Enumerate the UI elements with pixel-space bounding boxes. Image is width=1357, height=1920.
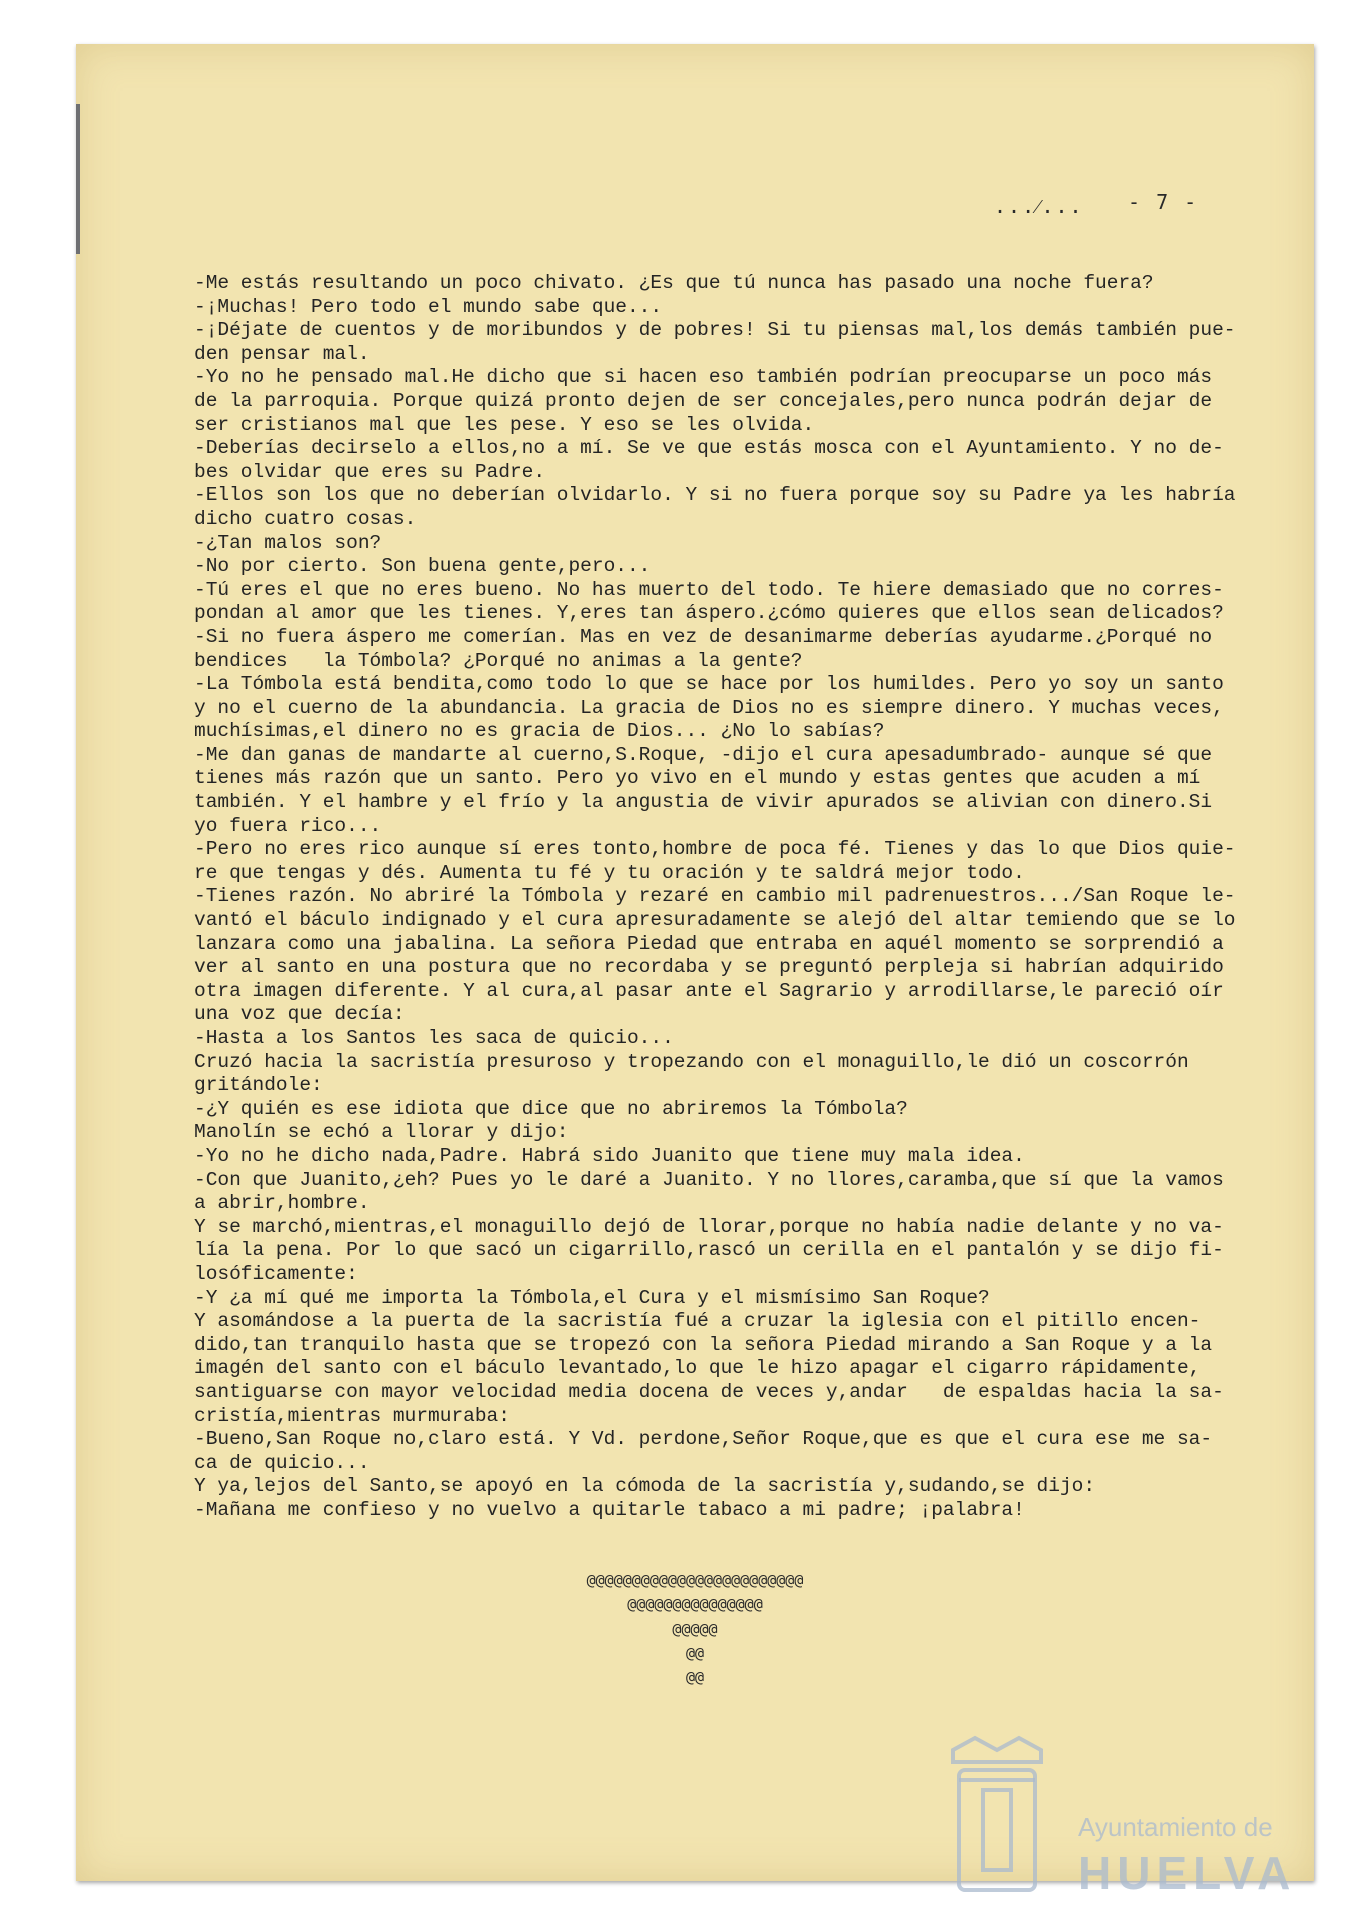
text-line: lanzara como una jabalina. La señora Piedad que entraba en aquél momento se sorprendió a <box>194 932 1224 955</box>
text-line: Y asomándose a la puerta de la sacristía fué a cruzar la iglesia con el pitillo encen- <box>194 1310 1201 1333</box>
text-line: -¡Déjate de cuentos y de moribundos y de pobres! Si tu piensas mal,los demás también pue- <box>194 319 1236 342</box>
text-line: otra imagen diferente. Y al cura,al pasar ante el Sagrario y arrodillarse,le pareció oír <box>194 979 1224 1002</box>
page-number: - 7 - <box>1128 190 1199 214</box>
text-line: den pensar mal. <box>194 342 370 365</box>
text-line: santiguarse con mayor velocidad media docena de veces y,andar de espaldas hacia la sa- <box>194 1380 1224 1403</box>
text-line: -Y ¿a mí qué me importa la Tómbola,el Cura y el mismísimo San Roque? <box>194 1286 990 1309</box>
ornament-line: @@ <box>685 1644 705 1662</box>
text-line: -Yo no he pensado mal.He dicho que si hacen eso también podrían preocuparse un poco más <box>194 366 1213 389</box>
text-line: Cruzó hacia la sacristía presuroso y tropezando con el monaguillo,le dió un coscorrón <box>194 1050 1189 1073</box>
text-line: -No por cierto. Son buena gente,pero... <box>194 555 651 578</box>
binding-edge <box>76 104 80 254</box>
document-body <box>194 272 1324 1522</box>
text-line: Y se marchó,mientras,el monaguillo dejó de llorar,porque no había nadie delante y no va- <box>194 1215 1224 1238</box>
text-line: -Yo no he dicho nada,Padre. Habrá sido Juanito que tiene muy mala idea. <box>194 1144 1025 1167</box>
text-line: -Hasta a los Santos les saca de quicio... <box>194 1027 674 1049</box>
text-line: dicho cuatro cosas. <box>194 507 417 530</box>
text-line: -Me dan ganas de mandarte al cuerno,S.Roque, -dijo el cura apesadumbrado- aunque sé que <box>194 743 1213 766</box>
text-line: -Mañana me confieso y no vuelvo a quitarle tabaco a mi padre; ¡palabra! <box>194 1498 1025 1521</box>
watermark-line1: Ayuntamiento de <box>1078 1812 1273 1842</box>
ornament-line: @@ <box>685 1668 705 1686</box>
text-line: ca de quicio... <box>194 1451 370 1474</box>
text-line: ver al santo en una postura que no recordaba y se preguntó perpleja si habrían adquirido <box>194 956 1224 979</box>
text-line: re que tengas y dés. Aumenta tu fé y tu oración y te saldrá mejor todo. <box>194 861 1025 884</box>
watermark-line2: HUELVA <box>1078 1847 1297 1899</box>
ornament-line: @@@@@@@@@@@@@@@@@@@@@@@@ <box>586 1571 804 1589</box>
text-line: bendices la Tómbola? ¿Porqué no animas a la gente? <box>194 649 803 672</box>
text-line: losóficamente: <box>194 1262 358 1285</box>
text-line: gritándole: <box>194 1074 323 1097</box>
text-line: -Tú eres el que no eres bueno. No has muerto del todo. Te hiere demasiado que no corres- <box>194 578 1224 601</box>
text-line: dido,tan tranquilo hasta que se tropezó con la señora Piedad mirando a San Roque y a la <box>194 1333 1213 1356</box>
text-line: pondan al amor que les tienes. Y,eres tan áspero.¿cómo quieres que ellos sean delicados? <box>194 602 1224 625</box>
text-line: Y ya,lejos del Santo,se apoyó en la cómoda de la sacristía y,sudando,se dijo: <box>194 1475 1096 1498</box>
text-line: yo fuera rico... <box>194 814 382 837</box>
text-line: -Deberías decirselo a ellos,no a mí. Se ve que estás mosca con el Ayuntamiento. Y no de- <box>194 437 1224 460</box>
text-line: tienes más razón que un santo. Pero yo vivo en el mundo y estas gentes que acuden a mí <box>194 767 1201 790</box>
text-line: bes olvidar que eres su Padre. <box>194 460 546 483</box>
ornament-line: @@@@@@@@@@@@@@@ <box>627 1595 763 1613</box>
text-line: y no el cuerno de la abundancia. La gracia de Dios no es siempre dinero. Y muchas veces, <box>194 696 1224 719</box>
text-line: -¿Y quién es ese idiota que dice que no abriremos la Tómbola? <box>194 1097 908 1120</box>
text-line: muchísimas,el dinero no es gracia de Dios... ¿No lo sabías? <box>194 720 885 743</box>
text-line: lía la pena. Por lo que sacó un cigarrillo,rascó un cerilla en el pantalón y se dijo fi- <box>194 1239 1224 1262</box>
text-line: vantó el báculo indignado y el cura apresuradamente se alejó del altar temiendo que se lo <box>194 909 1236 932</box>
text-line: -¡Muchas! Pero todo el mundo sabe que... <box>194 295 663 318</box>
text-line: -La Tómbola está bendita,como todo lo que se hace por los humildes. Pero yo soy un santo <box>194 673 1224 696</box>
text-line: -Con que Juanito,¿eh? Pues yo le daré a Juanito. Y no llores,caramba,que sí que la vamos <box>194 1168 1224 1191</box>
tower-icon <box>983 1790 1011 1870</box>
text-line: -Me estás resultando un poco chivato. ¿Es que tú nunca has pasado una noche fuera? <box>194 272 1154 294</box>
text-line: de la parroquia. Porque quizá pronto dejen de ser concejales,pero nunca podrán dejar de <box>194 389 1213 412</box>
text-line: imagén del santo con el báculo levantado,lo que le hizo apagar el cigarro rápidamente, <box>194 1357 1201 1380</box>
text-line: también. Y el hambre y el frío y la angustia de vivir apurados se alivian con dinero.Si <box>194 791 1213 814</box>
typewritten-page <box>76 44 1314 1881</box>
text-line: Manolín se echó a llorar y dijo: <box>194 1121 569 1144</box>
text-line: -Si no fuera áspero me comerían. Mas en vez de desanimarme deberías ayudarme.¿Porqué no <box>194 625 1213 648</box>
text-line: cristía,mientras murmuraba: <box>194 1404 510 1427</box>
text-line: -¿Tan malos son? <box>194 531 382 554</box>
text-line: ser cristianos mal que les pese. Y eso se les olvida. <box>194 413 815 436</box>
ornament-line: @@@@@ <box>672 1620 718 1638</box>
text-line: -Tienes razón. No abriré la Tómbola y rezaré en cambio mil padrenuestros.../San Roque le- <box>194 885 1236 908</box>
text-line: -Ellos son los que no deberían olvidarlo. Y si no fuera porque soy su Padre ya les habría <box>194 484 1236 507</box>
text-line: -Pero no eres rico aunque sí eres tonto,hombre de poca fé. Tienes y das lo que Dios quie- <box>194 838 1236 861</box>
text-line: a abrir,hombre. <box>194 1192 370 1215</box>
crown-icon <box>953 1738 1041 1762</box>
text-line: -Bueno,San Roque no,claro está. Y Vd. perdone,Señor Roque,que es que el cura ese me sa- <box>194 1428 1213 1451</box>
continuation-mark: ...⁄... <box>994 194 1084 218</box>
text-line: una voz que decía: <box>194 1003 405 1026</box>
